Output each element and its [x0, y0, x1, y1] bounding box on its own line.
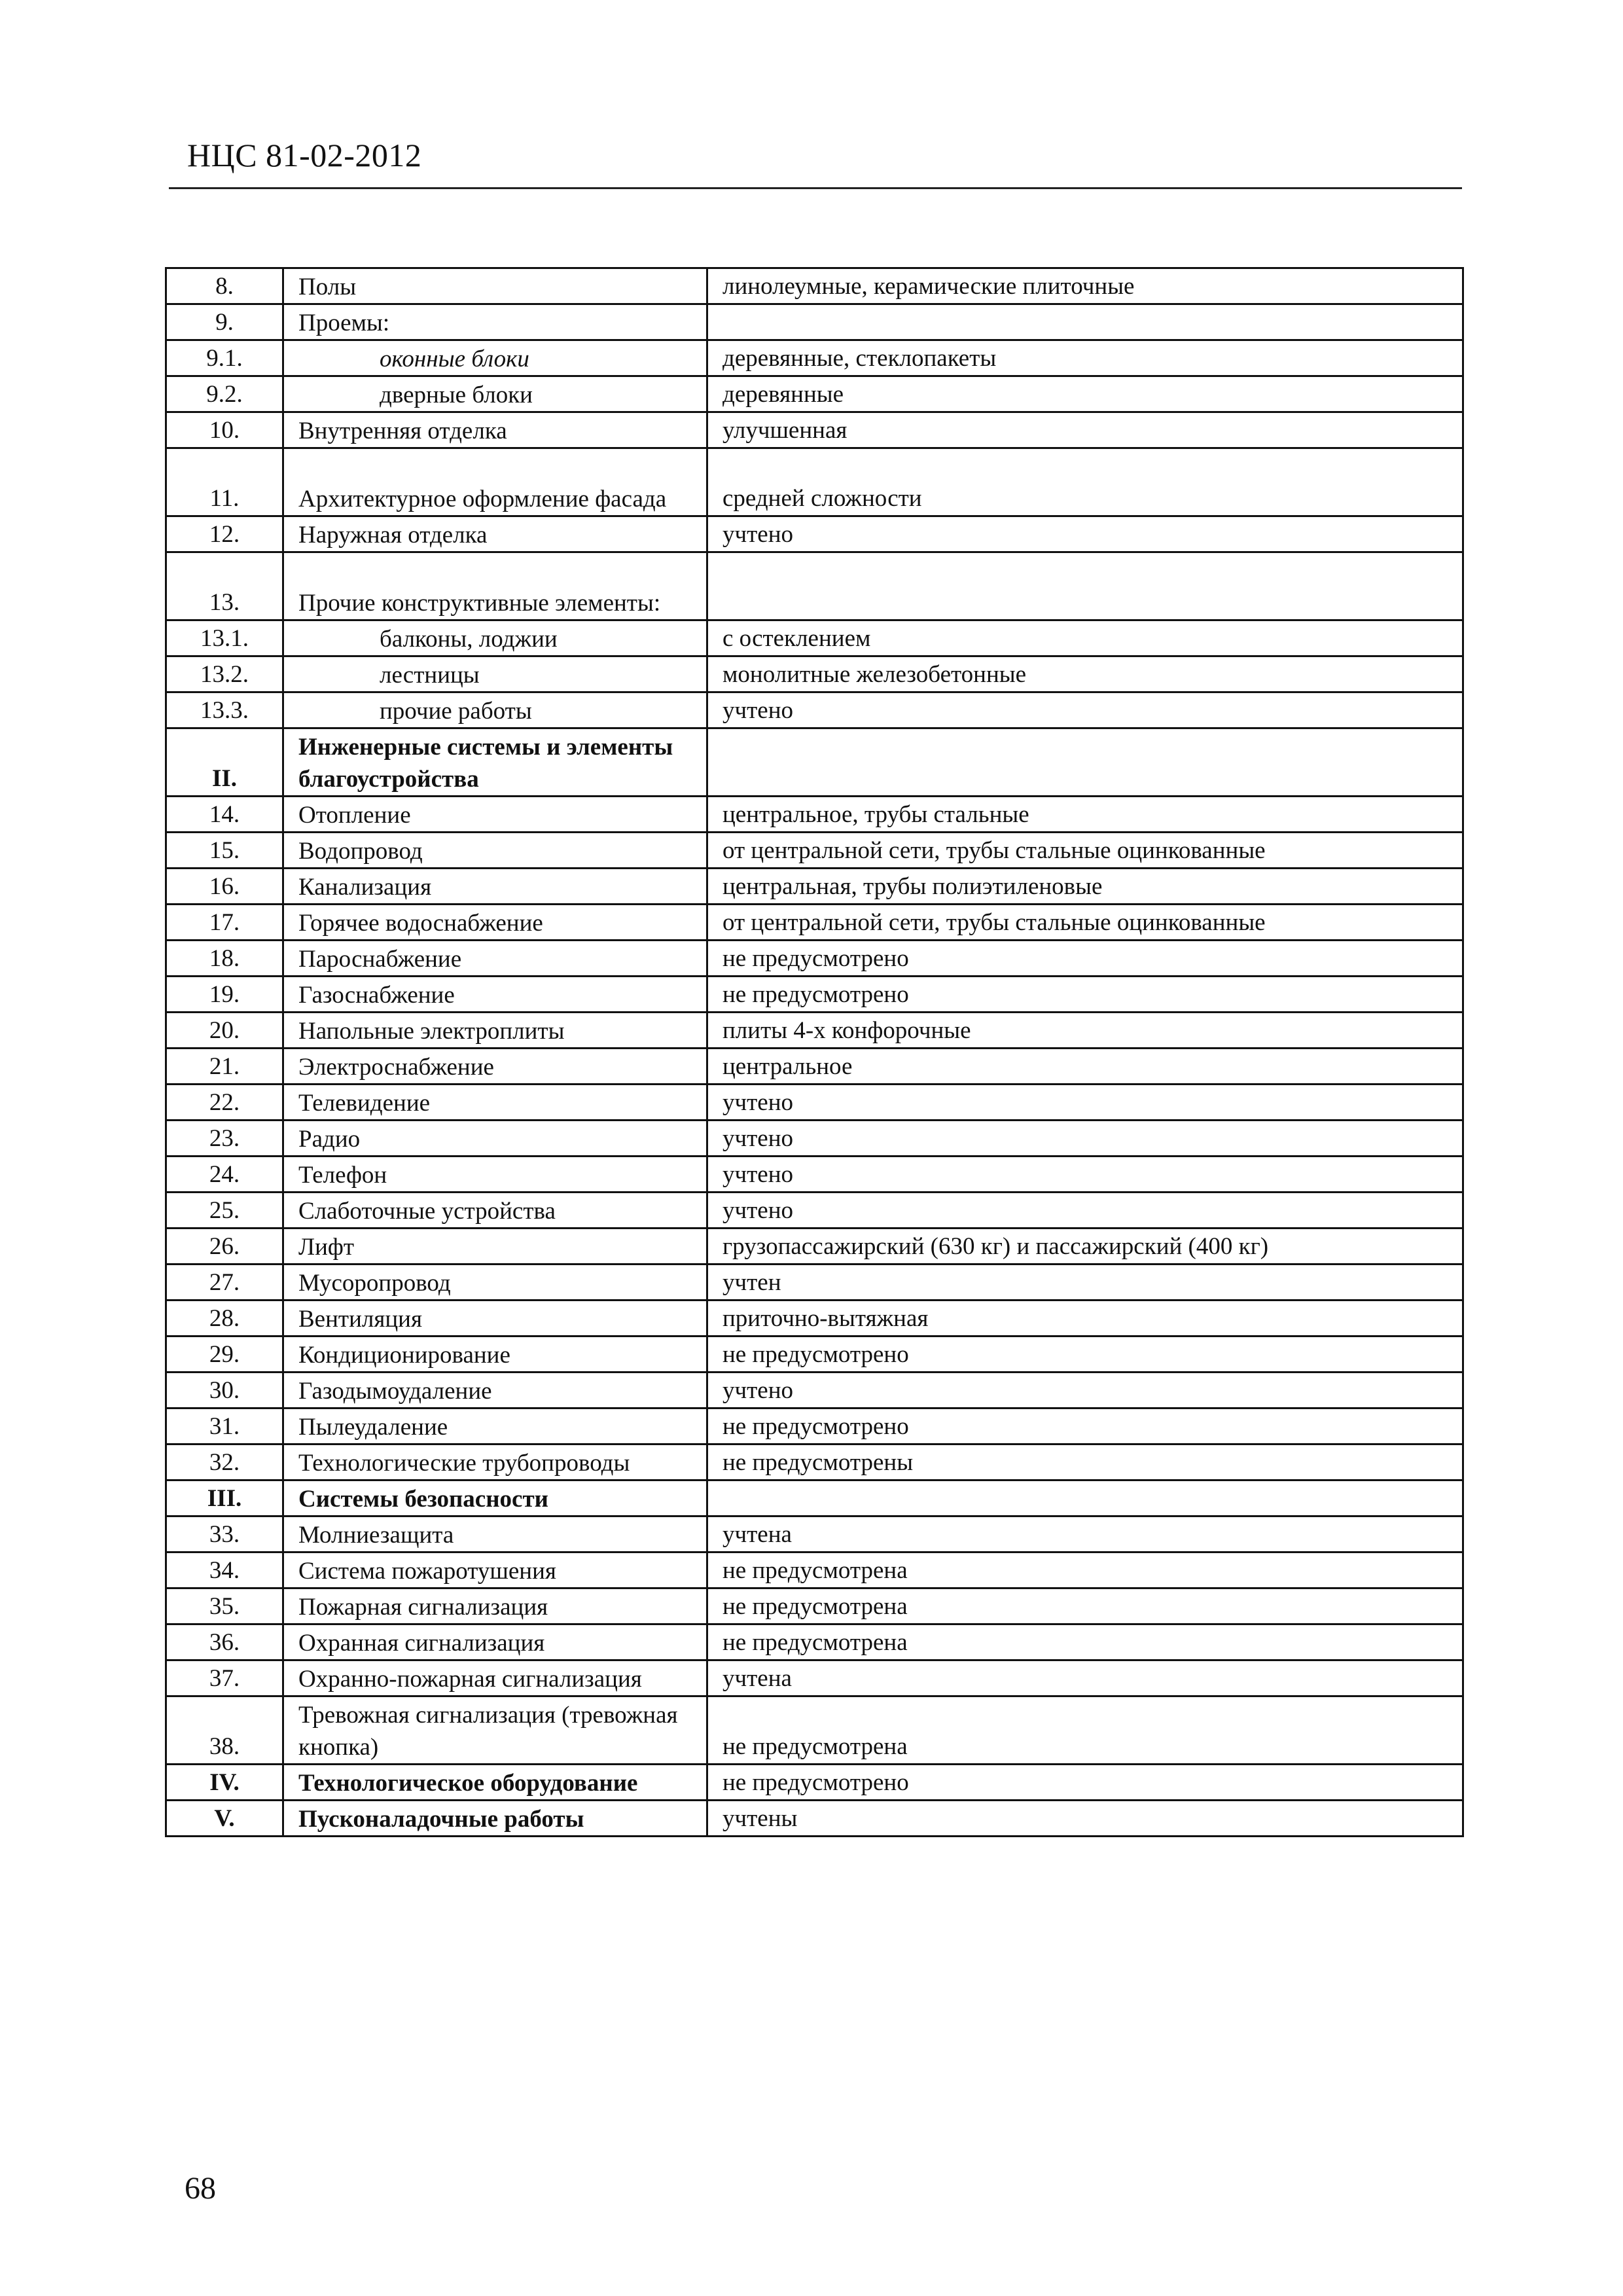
row-number-cell: 13.1. [166, 620, 283, 656]
header-divider [169, 187, 1462, 189]
element-name-cell [283, 797, 707, 833]
element-name-cell [283, 1444, 707, 1480]
table-row [166, 448, 1463, 516]
element-name-cell [283, 692, 707, 728]
row-number-cell: 14. [166, 797, 283, 833]
table-row [166, 268, 1463, 304]
element-name-cell [283, 304, 707, 340]
element-name-text: Наружная отделка [298, 522, 488, 548]
table-row [166, 1372, 1463, 1408]
row-number-cell: 25. [166, 1193, 283, 1229]
element-name-cell [283, 1049, 707, 1085]
element-name-cell [283, 1588, 707, 1624]
element-name-cell [283, 1157, 707, 1193]
element-name-cell [283, 1229, 707, 1265]
row-number-cell: IV. [166, 1765, 283, 1801]
element-value-cell: от центральной сети, трубы стальные оцинкованные [707, 833, 1463, 869]
element-name-cell [283, 1193, 707, 1229]
element-value-cell: центральное [707, 1049, 1463, 1085]
element-name-cell [283, 941, 707, 977]
element-name-text: Слаботочные устройства [298, 1198, 556, 1225]
element-name-cell [283, 620, 707, 656]
element-name-cell [283, 448, 707, 516]
element-name-cell [283, 1696, 707, 1765]
element-name-cell [283, 552, 707, 620]
table-row [166, 1229, 1463, 1265]
element-value-cell: учтен [707, 1265, 1463, 1300]
table-row [166, 1765, 1463, 1801]
row-number-cell: 28. [166, 1300, 283, 1336]
element-name-text: Газоснабжение [298, 982, 455, 1009]
row-number-cell: 10. [166, 412, 283, 448]
table-row [166, 1265, 1463, 1300]
element-value-cell: не предусмотрена [707, 1588, 1463, 1624]
element-value-cell: не предусмотрено [707, 941, 1463, 977]
element-name-text: Напольные электроплиты [298, 1018, 565, 1045]
row-number-cell: 16. [166, 869, 283, 905]
row-number-cell: 9.2. [166, 376, 283, 412]
element-name-cell [283, 516, 707, 552]
element-name-text: Пусконаладочные работы [298, 1806, 584, 1833]
element-name-text: Газодымоудаление [298, 1378, 492, 1405]
row-number-cell: 19. [166, 977, 283, 1013]
element-name-text: Вентиляция [298, 1306, 422, 1333]
element-value-cell: линолеумные, керамические плиточные [707, 268, 1463, 304]
row-number-cell: 12. [166, 516, 283, 552]
element-name-text: оконные блоки [380, 346, 529, 372]
element-name-cell [283, 656, 707, 692]
row-number-cell: 27. [166, 1265, 283, 1300]
element-name-text: Водопровод [298, 838, 423, 865]
element-value-cell: центральная, трубы полиэтиленовые [707, 869, 1463, 905]
element-value-cell: не предусмотрены [707, 1444, 1463, 1480]
element-name-text: Пылеудаление [298, 1414, 448, 1441]
element-value-cell: учтено [707, 516, 1463, 552]
element-name-text: балконы, лоджии [380, 626, 558, 653]
element-name-cell [283, 1013, 707, 1049]
table-row [166, 941, 1463, 977]
element-name-cell [283, 1660, 707, 1696]
table-row [166, 905, 1463, 941]
row-number-cell: 8. [166, 268, 283, 304]
element-name-cell [283, 1516, 707, 1552]
row-number-cell: 18. [166, 941, 283, 977]
table-row [166, 1480, 1463, 1516]
element-name-cell [283, 1552, 707, 1588]
row-number-cell: 13. [166, 552, 283, 620]
page-number: 68 [185, 2171, 216, 2206]
element-name-text: Тревожная сигнализация (тревожная кнопка) [298, 1702, 678, 1761]
element-name-text: Система пожаротушения [298, 1558, 556, 1585]
table-row [166, 1552, 1463, 1588]
element-value-cell: не предусмотрено [707, 1336, 1463, 1372]
row-number-cell: 21. [166, 1049, 283, 1085]
element-value-cell: не предусмотрено [707, 1408, 1463, 1444]
element-name-text: Молниезащита [298, 1522, 454, 1549]
table-row [166, 692, 1463, 728]
element-name-text: лестницы [380, 662, 480, 689]
table-row [166, 516, 1463, 552]
table-row [166, 1157, 1463, 1193]
element-name-cell [283, 1085, 707, 1121]
element-value-cell: учтена [707, 1660, 1463, 1696]
element-name-cell [283, 376, 707, 412]
element-value-cell: учтена [707, 1516, 1463, 1552]
element-value-cell: учтено [707, 1193, 1463, 1229]
row-number-cell: 37. [166, 1660, 283, 1696]
element-name-cell [283, 1372, 707, 1408]
element-name-cell [283, 1624, 707, 1660]
element-value-cell: учтено [707, 692, 1463, 728]
table-row [166, 1696, 1463, 1765]
element-name-text: Пожарная сигнализация [298, 1594, 548, 1621]
element-name-text: Канализация [298, 874, 432, 901]
row-number-cell: 33. [166, 1516, 283, 1552]
element-name-text: Внутренняя отделка [298, 418, 507, 444]
table-row [166, 1660, 1463, 1696]
table-row [166, 1588, 1463, 1624]
element-name-text: Охранно-пожарная сигнализация [298, 1666, 642, 1693]
table-row [166, 304, 1463, 340]
row-number-cell: 36. [166, 1624, 283, 1660]
element-value-cell: приточно-вытяжная [707, 1300, 1463, 1336]
element-name-cell [283, 268, 707, 304]
element-name-text: Отопление [298, 802, 411, 829]
row-number-cell: 13.3. [166, 692, 283, 728]
element-value-cell: учтено [707, 1121, 1463, 1157]
element-name-text: Пароснабжение [298, 946, 462, 973]
element-name-text: Полы [298, 274, 357, 300]
element-value-cell [707, 552, 1463, 620]
row-number-cell: 31. [166, 1408, 283, 1444]
element-name-text: Телефон [298, 1162, 387, 1189]
element-name-cell [283, 1765, 707, 1801]
row-number-cell: 11. [166, 448, 283, 516]
element-value-cell: центральное, трубы стальные [707, 797, 1463, 833]
element-name-cell [283, 1336, 707, 1372]
element-name-cell [283, 833, 707, 869]
table-row [166, 797, 1463, 833]
element-value-cell: не предусмотрена [707, 1552, 1463, 1588]
table-row [166, 728, 1463, 797]
element-name-text: Системы безопасности [298, 1486, 548, 1513]
element-name-text: Инженерные системы и элементы благоустройства [298, 734, 673, 793]
element-name-cell [283, 1300, 707, 1336]
element-name-text: Технологическое оборудование [298, 1770, 638, 1797]
element-value-cell: деревянные, стеклопакеты [707, 340, 1463, 376]
element-value-cell: учтено [707, 1372, 1463, 1408]
row-number-cell: 38. [166, 1696, 283, 1765]
table-row [166, 1049, 1463, 1085]
element-name-text: дверные блоки [380, 382, 533, 408]
row-number-cell: II. [166, 728, 283, 797]
table-row [166, 1801, 1463, 1837]
row-number-cell: 15. [166, 833, 283, 869]
table-row [166, 833, 1463, 869]
element-value-cell: учтено [707, 1157, 1463, 1193]
element-name-text: Лифт [298, 1234, 355, 1261]
element-value-cell [707, 304, 1463, 340]
element-value-cell [707, 1480, 1463, 1516]
table-row [166, 1408, 1463, 1444]
row-number-cell: 22. [166, 1085, 283, 1121]
table-row [166, 376, 1463, 412]
element-value-cell: учтены [707, 1801, 1463, 1837]
row-number-cell: 9. [166, 304, 283, 340]
element-name-cell [283, 412, 707, 448]
element-name-text: Архитектурное оформление фасада [298, 486, 667, 512]
element-value-cell: монолитные железобетонные [707, 656, 1463, 692]
element-value-cell: с остеклением [707, 620, 1463, 656]
table-row [166, 1516, 1463, 1552]
row-number-cell: 13.2. [166, 656, 283, 692]
element-value-cell: не предусмотрено [707, 1765, 1463, 1801]
row-number-cell: 17. [166, 905, 283, 941]
table-row [166, 1444, 1463, 1480]
table-row [166, 1013, 1463, 1049]
element-name-cell [283, 728, 707, 797]
specification-table [165, 267, 1464, 1837]
element-value-cell: учтено [707, 1085, 1463, 1121]
table-row [166, 1336, 1463, 1372]
table-row [166, 656, 1463, 692]
element-name-text: Телевидение [298, 1090, 431, 1117]
element-name-cell [283, 977, 707, 1013]
document-code: НЦС 81-02-2012 [187, 137, 422, 173]
row-number-cell: 29. [166, 1336, 283, 1372]
element-name-cell [283, 1408, 707, 1444]
element-value-cell: деревянные [707, 376, 1463, 412]
element-name-text: Проемы: [298, 310, 390, 336]
element-value-cell: средней сложности [707, 448, 1463, 516]
element-value-cell: улучшенная [707, 412, 1463, 448]
row-number-cell: V. [166, 1801, 283, 1837]
table-row [166, 1624, 1463, 1660]
element-name-cell [283, 905, 707, 941]
element-value-cell [707, 728, 1463, 797]
row-number-cell: 30. [166, 1372, 283, 1408]
table-row [166, 1121, 1463, 1157]
row-number-cell: 26. [166, 1229, 283, 1265]
row-number-cell: 9.1. [166, 340, 283, 376]
table-row [166, 1193, 1463, 1229]
row-number-cell: 23. [166, 1121, 283, 1157]
element-name-text: Охранная сигнализация [298, 1630, 545, 1657]
element-name-text: Радио [298, 1126, 361, 1153]
row-number-cell: 32. [166, 1444, 283, 1480]
table-row [166, 977, 1463, 1013]
row-number-cell: 24. [166, 1157, 283, 1193]
element-name-text: Технологические трубопроводы [298, 1450, 630, 1477]
element-value-cell: не предусмотрено [707, 977, 1463, 1013]
element-name-text: прочие работы [380, 698, 532, 725]
table-row [166, 620, 1463, 656]
table-row [166, 1300, 1463, 1336]
element-value-cell: грузопассажирский (630 кг) и пассажирский (400 кг) [707, 1229, 1463, 1265]
row-number-cell: III. [166, 1480, 283, 1516]
element-name-cell [283, 1121, 707, 1157]
specification-table-body [166, 268, 1463, 1837]
table-row [166, 1085, 1463, 1121]
element-name-text: Мусоропровод [298, 1270, 451, 1297]
element-name-cell [283, 869, 707, 905]
element-value-cell: от центральной сети, трубы стальные оцинкованные [707, 905, 1463, 941]
element-name-text: Электроснабжение [298, 1054, 494, 1081]
row-number-cell: 35. [166, 1588, 283, 1624]
element-value-cell: плиты 4-х конфорочные [707, 1013, 1463, 1049]
table-row [166, 340, 1463, 376]
element-name-cell [283, 1265, 707, 1300]
row-number-cell: 20. [166, 1013, 283, 1049]
row-number-cell: 34. [166, 1552, 283, 1588]
table-row [166, 869, 1463, 905]
element-value-cell: не предусмотрена [707, 1624, 1463, 1660]
element-name-text: Кондиционирование [298, 1342, 510, 1369]
table-row [166, 552, 1463, 620]
element-name-text: Горячее водоснабжение [298, 910, 543, 937]
element-name-cell [283, 1801, 707, 1837]
element-value-cell: не предусмотрена [707, 1696, 1463, 1765]
element-name-text: Прочие конструктивные элементы: [298, 590, 661, 617]
element-name-cell [283, 1480, 707, 1516]
table-row [166, 412, 1463, 448]
element-name-cell [283, 340, 707, 376]
